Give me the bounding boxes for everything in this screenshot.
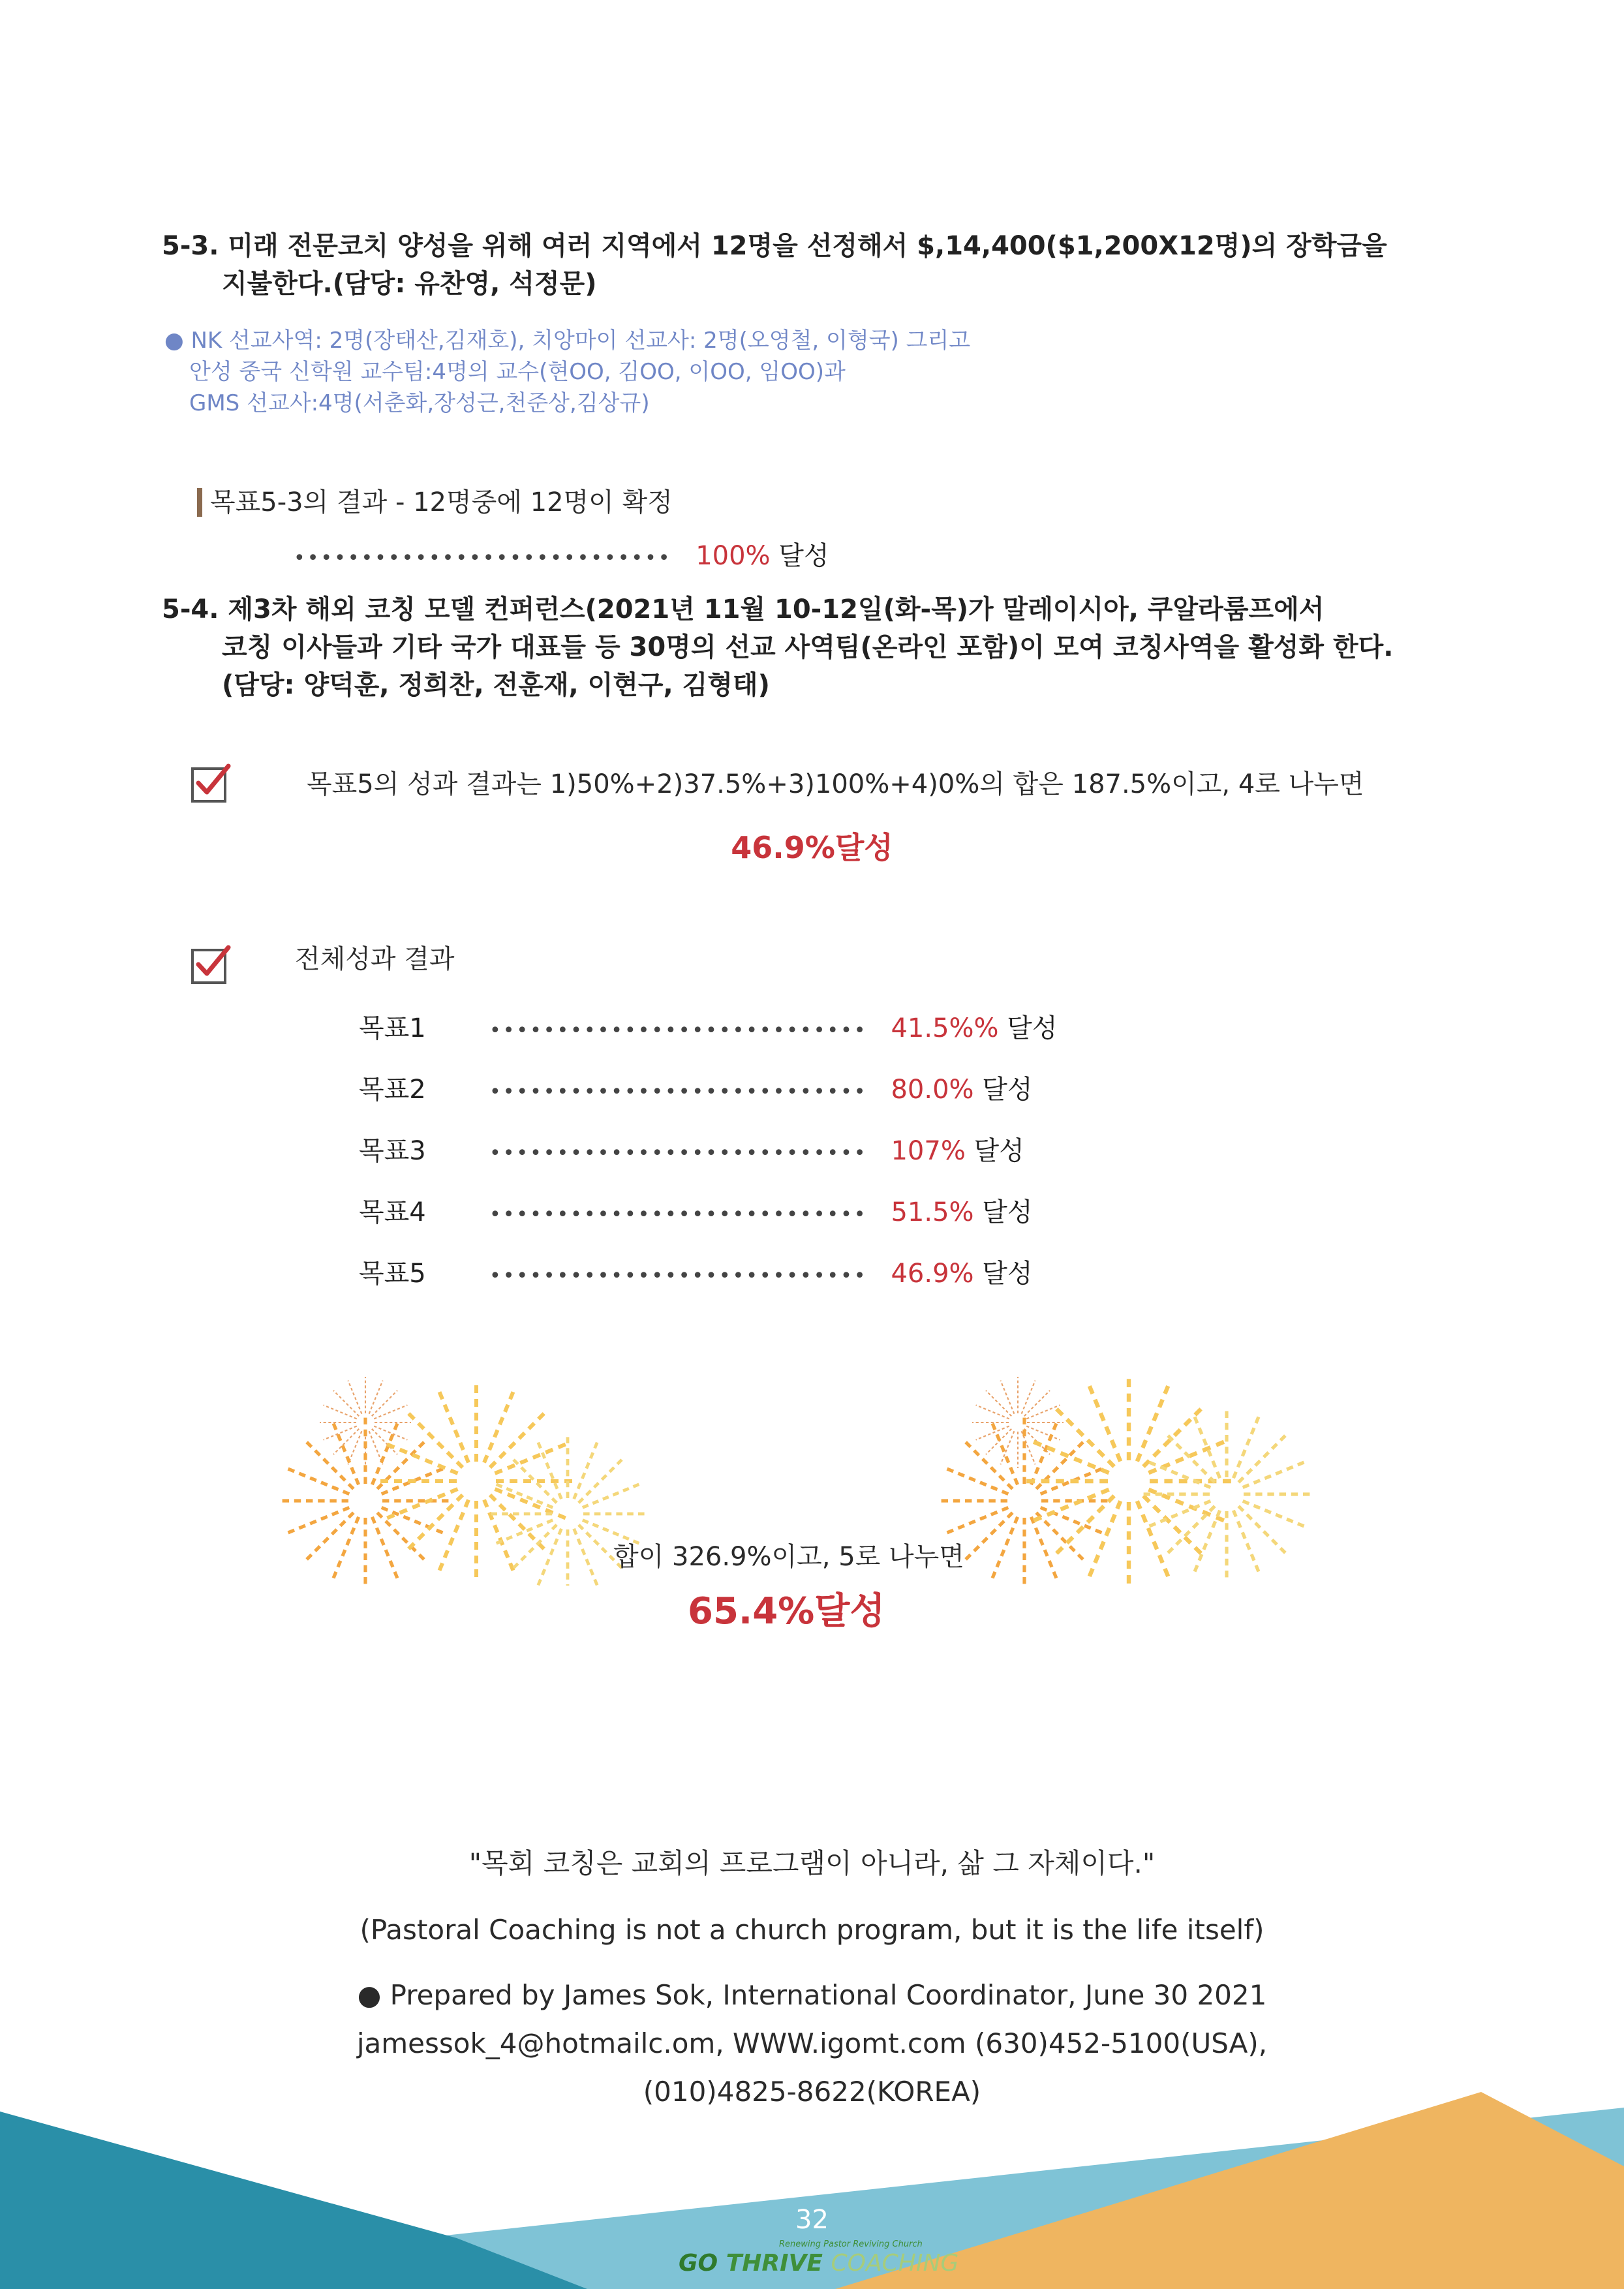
result-row [359,1070,1033,1109]
goal-label: 목표1 [359,1013,426,1043]
section-5-4-line2: 코칭 이사들과 기타 국가 대표들 등 30명의 선교 사역팀(온라인 포함)이 모여 코칭사역을 활성화 한다. [222,632,1394,662]
goal-achieved: 달성 [982,1075,1033,1105]
contact-line1: jamessok_4@hotmailc.om, WWW.igomt.com (630)452-5100(USA), [356,2027,1268,2059]
prepared-by-text: Prepared by James Sok, International Coordinator, June 30 2021 [390,1979,1267,2011]
section-5-4-line1: 5-4. 제3차 해외 코칭 모델 컨퍼런스(2021년 11월 10-12일(화-목)가 말레이시아, 쿠알라룸프에서 [162,594,1325,624]
overall-final-result: 65.4%달성 [688,1590,885,1633]
goal-label: 목표2 [359,1075,426,1105]
overall-sum-text: 합이 326.9%이고, 5로 나누면 [613,1542,964,1572]
result-row [359,1009,1058,1048]
logo-tagline: Renewing Pastor Reviving Church [779,2239,923,2249]
page-number: 32 [795,2205,829,2235]
logo-go: GO [679,2250,718,2277]
quote-english: (Pastoral Coaching is not a church program, but it is the life itself) [360,1914,1264,1946]
bullet-line1: NK 선교사역: 2명(장태산,김재호), 치앙마이 선교사: 2명(오영철, 이형국) 그리고 [191,328,971,354]
leader-dots: •••••••••••••••••••••••••••• [489,1203,868,1226]
checked-box-icon [191,944,231,984]
goal-label: 목표5 [359,1259,426,1289]
result-row [359,1254,1033,1293]
goal-percent: 80.0% [891,1075,974,1105]
bullet-dot: ● [164,328,184,354]
section-5-3-bullets [164,325,1274,419]
goal-achieved: 달성 [982,1259,1033,1289]
checked-box-icon [191,762,231,803]
logo-coaching: COACHING [831,2250,959,2277]
goal-bar-marker [197,488,202,517]
section-5-3-line1: 5-3. 미래 전문코치 양성을 위해 여러 지역에서 12명을 선정해서 $,14,400($1,200X12명)의 장학금을 [162,231,1387,261]
logo-thrive: THRIVE [726,2250,823,2277]
goal-5-3-label: 목표5-3의 결과 - 12명중에 12명이 확정 [210,487,673,517]
goal-percent: 46.9% [891,1259,974,1289]
bullet-line2: 안성 중국 신학원 교수팀:4명의 교수(현OO, 김OO, 이OO, 임OO)과 [189,359,846,385]
goal-percent: 41.5%% [891,1013,999,1043]
goal-percent: 107% [891,1136,966,1166]
section-5-4-line3: (담당: 양덕훈, 정희찬, 전훈재, 이현구, 김형태) [222,670,770,700]
bullet-line3: GMS 선교사:4명(서춘화,장성근,천준상,김상규) [189,390,650,416]
goal-5-3-percent: 100% [696,541,771,571]
prepared-by [0,1976,1624,2015]
leader-dots: •••••••••••••••••••••••••••• [489,1019,868,1042]
brand-logo [679,2239,959,2278]
goal-percent: 51.5% [891,1197,974,1227]
quote-korean: "목회 코칭은 교회의 프로그램이 아니라, 삶 그 자체이다." [468,1847,1156,1879]
goal-5-3-result [294,536,829,578]
bullet-dot: ● [357,1979,382,2011]
goal5-summary-result: 46.9%달성 [731,830,893,865]
leader-dots: •••••••••••••••••••••••••••• [489,1142,868,1165]
goal-label: 목표4 [359,1197,426,1227]
section-5-4-heading [162,591,1565,704]
leader-dots: •••••••••••••••••••••••••••• [489,1081,868,1103]
section-5-3-line2: 지불한다.(담당: 유찬영, 석정문) [222,269,597,299]
overall-title: 전체성과 결과 [295,944,455,974]
result-row [359,1131,1024,1171]
fireworks-right-icon [913,1351,1318,1586]
result-row [359,1193,1033,1232]
goal-achieved: 달성 [982,1197,1033,1227]
leader-dots: •••••••••••••••••••••••••••• [489,1265,868,1287]
goal-5-3-achieved: 달성 [778,541,829,571]
goal5-summary-text: 목표5의 성과 결과는 1)50%+2)37.5%+3)100%+4)0%의 합은 187.5%이고, 4로 나누면 [307,769,1364,799]
goal-achieved: 달성 [973,1136,1024,1166]
goal-label: 목표3 [359,1136,426,1166]
goal-achieved: 달성 [1007,1013,1058,1043]
leader-dots: •••••••••••••••••••••••••••• [294,547,672,570]
contact-line2: (010)4825-8622(KOREA) [643,2076,981,2108]
section-5-3-heading [162,227,1532,303]
logo-wordmark [679,2249,959,2278]
